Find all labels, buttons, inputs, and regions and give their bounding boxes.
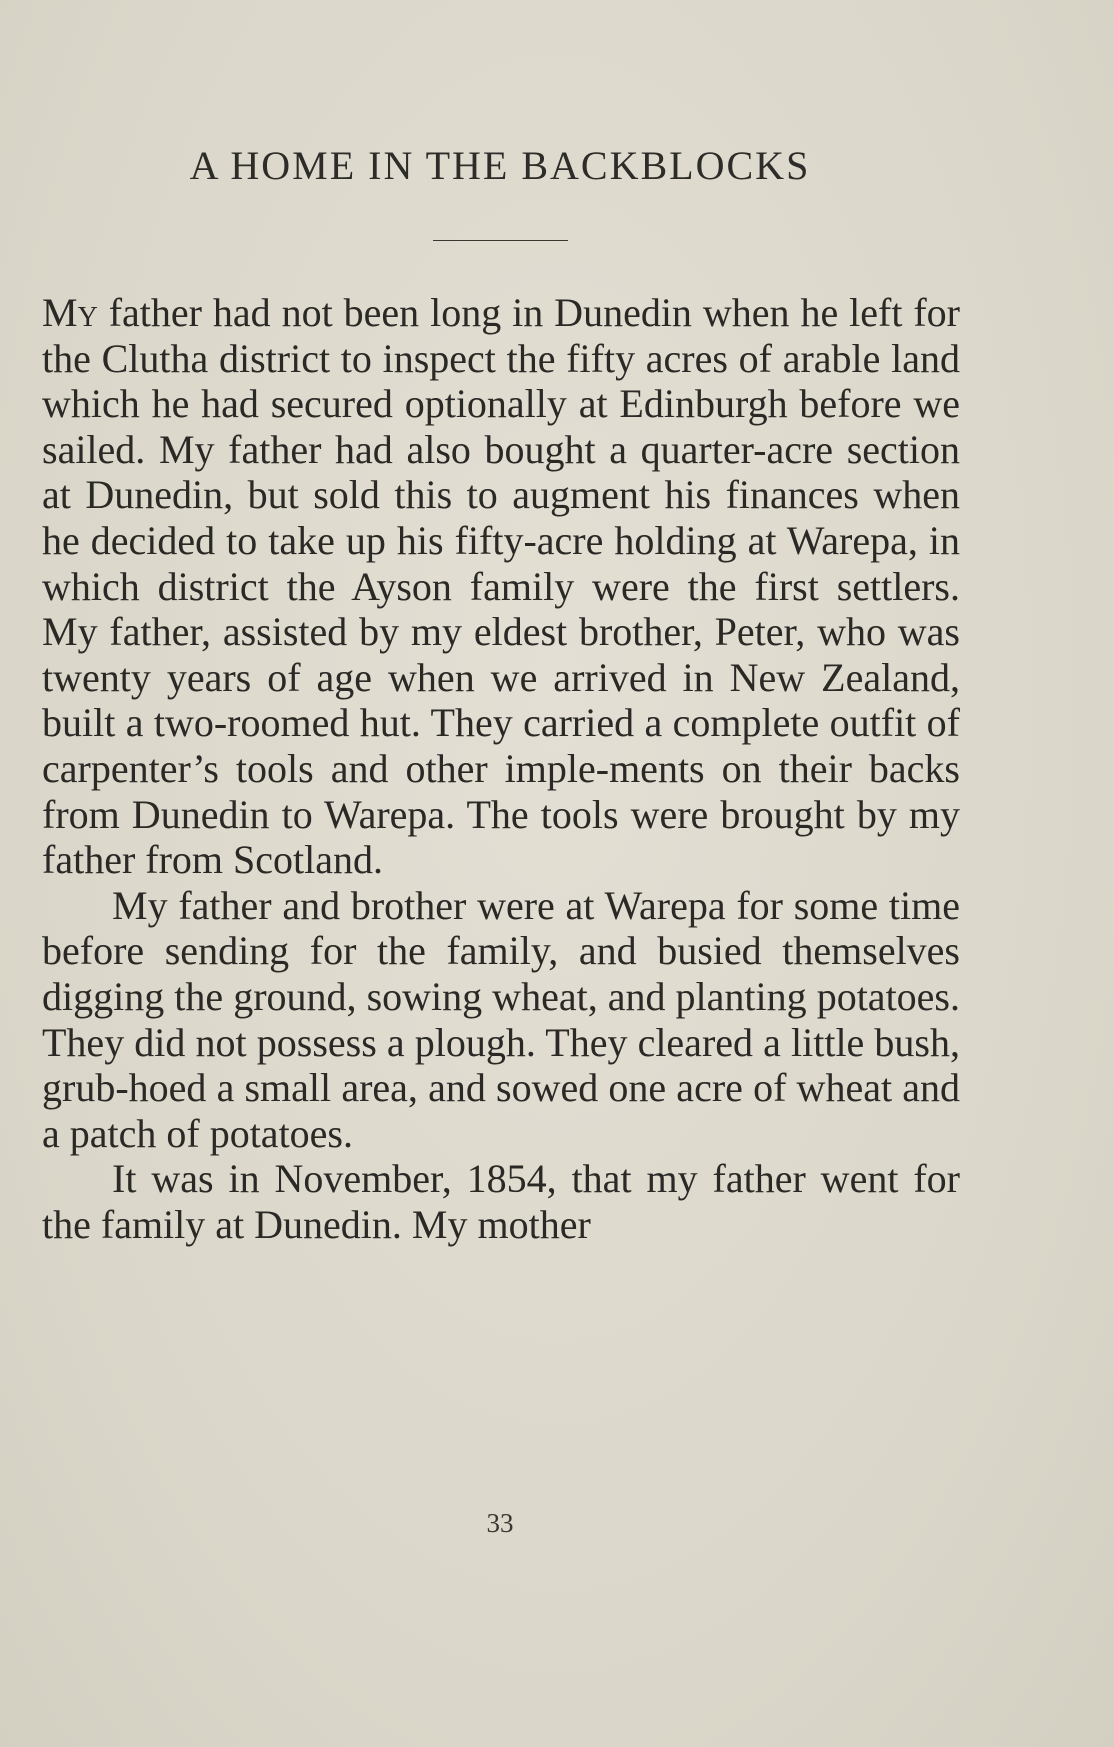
body-text bbox=[42, 290, 960, 1247]
page-number: 33 bbox=[486, 1508, 514, 1538]
paragraph-2: My father and brother were at Warepa for some time before sending for the family, and busied themselves digging the ground, sowing wheat, and planting potatoes. They did not possess a plough. They cleared a little bush, grub-hoed a small area, and sowed one acre of wheat and a patch of potatoes. bbox=[42, 882, 960, 1156]
paragraph-3: It was in November, 1854, that my father went for the family at Dunedin. My mother bbox=[42, 1156, 960, 1247]
title-rule bbox=[433, 240, 568, 241]
paragraph-1 bbox=[42, 290, 960, 883]
chapter-title: A HOME IN THE BACKBLOCKS bbox=[189, 143, 811, 188]
paragraph-lead-in: My bbox=[42, 290, 98, 335]
paragraph-1-text: father had not been long in Dunedin when he left for the Clutha district to inspect the fifty acres of arable land which he had secured optionally at Edinburgh before we sailed. My father had also bought a quarter-acre section at Dunedin, but sold this to augment his finances when he decided to take up his fifty-acre holding at Warepa, in which district the Ayson family were the first settlers. My father, assisted by my eldest brother, Peter, who was twenty years of age when we arrived in New Zealand, built a two-roomed hut. They carried a complete outfit of carpenter’s tools and other imple-ments on their backs from Dunedin to Warepa. The tools were brought by my father from Scotland. bbox=[42, 290, 960, 883]
